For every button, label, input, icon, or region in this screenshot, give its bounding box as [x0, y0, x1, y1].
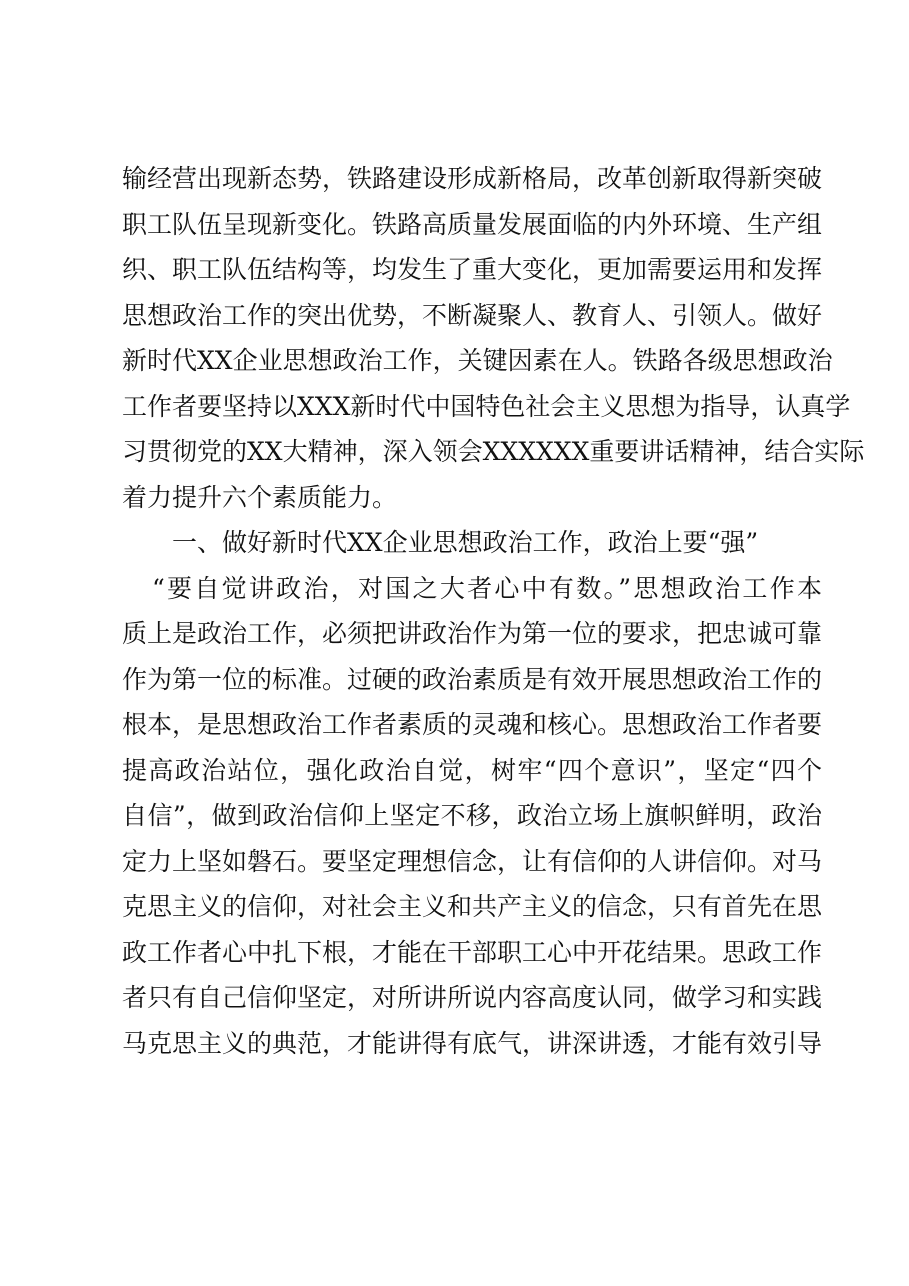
paragraph-line: 作为第一位的标准。过硬的政治素质是有效开展思想政治工作的 — [122, 664, 823, 694]
paragraph-line: 质上是政治工作，必须把讲政治作为第一位的要求，把忠诚可靠 — [122, 619, 823, 648]
paragraph-line: 职工队伍呈现新变化。铁路高质量发展面临的内外环境、生产组 — [122, 209, 823, 239]
paragraph-line: 织、职工队伍结构等，均发生了重大变化，更加需要运用和发挥 — [122, 255, 823, 284]
paragraph-line: 提高政治站位，强化政治自觉，树牢“四个意识”，坚定“四个 — [122, 755, 822, 785]
document-body — [122, 156, 865, 1066]
paragraph-line: 着力提升六个素质能力。 — [122, 482, 398, 512]
section-heading: 一、做好新时代XX企业思想政治工作，政治上要“强” — [172, 528, 759, 557]
paragraph-line: 马克思主义的典范，才能讲得有底气，讲深讲透，才能有效引导 — [122, 1028, 823, 1058]
paragraph-line: 习贯彻党的XX大精神，深入领会XXXXXX重要讲话精神，结合实际 — [122, 437, 865, 466]
paragraph-line: 政工作者心中扎下根，才能在干部职工心中开花结果。思政工作 — [122, 937, 823, 967]
paragraph-line: 新时代XX企业思想政治工作，关键因素在人。铁路各级思想政治 — [122, 346, 833, 375]
paragraph-line: 工作者要坚持以XXX新时代中国特色社会主义思想为指导，认真学 — [122, 391, 851, 421]
paragraph-line: 根本，是思想政治工作者素质的灵魂和核心。思想政治工作者要 — [122, 710, 823, 739]
paragraph-line: 输经营出现新态势，铁路建设形成新格局，改革创新取得新突破 — [122, 164, 823, 193]
paragraph-line: 者只有自己信仰坚定，对所讲所说内容高度认同，做学习和实践 — [122, 983, 823, 1012]
paragraph-line: 定力上坚如磐石。要坚定理想信念，让有信仰的人讲信仰。对马 — [122, 846, 823, 876]
paragraph-line: 克思主义的信仰，对社会主义和共产主义的信念，只有首先在思 — [122, 892, 823, 921]
paragraph-line: 思想政治工作的突出优势，不断凝聚人、教育人、引领人。做好 — [122, 300, 823, 330]
paragraph-line: 自信”，做到政治信仰上坚定不移，政治立场上旗帜鲜明，政治 — [122, 801, 822, 830]
paragraph-line: “要自觉讲政治，对国之大者心中有数。”思想政治工作本 — [152, 573, 822, 603]
